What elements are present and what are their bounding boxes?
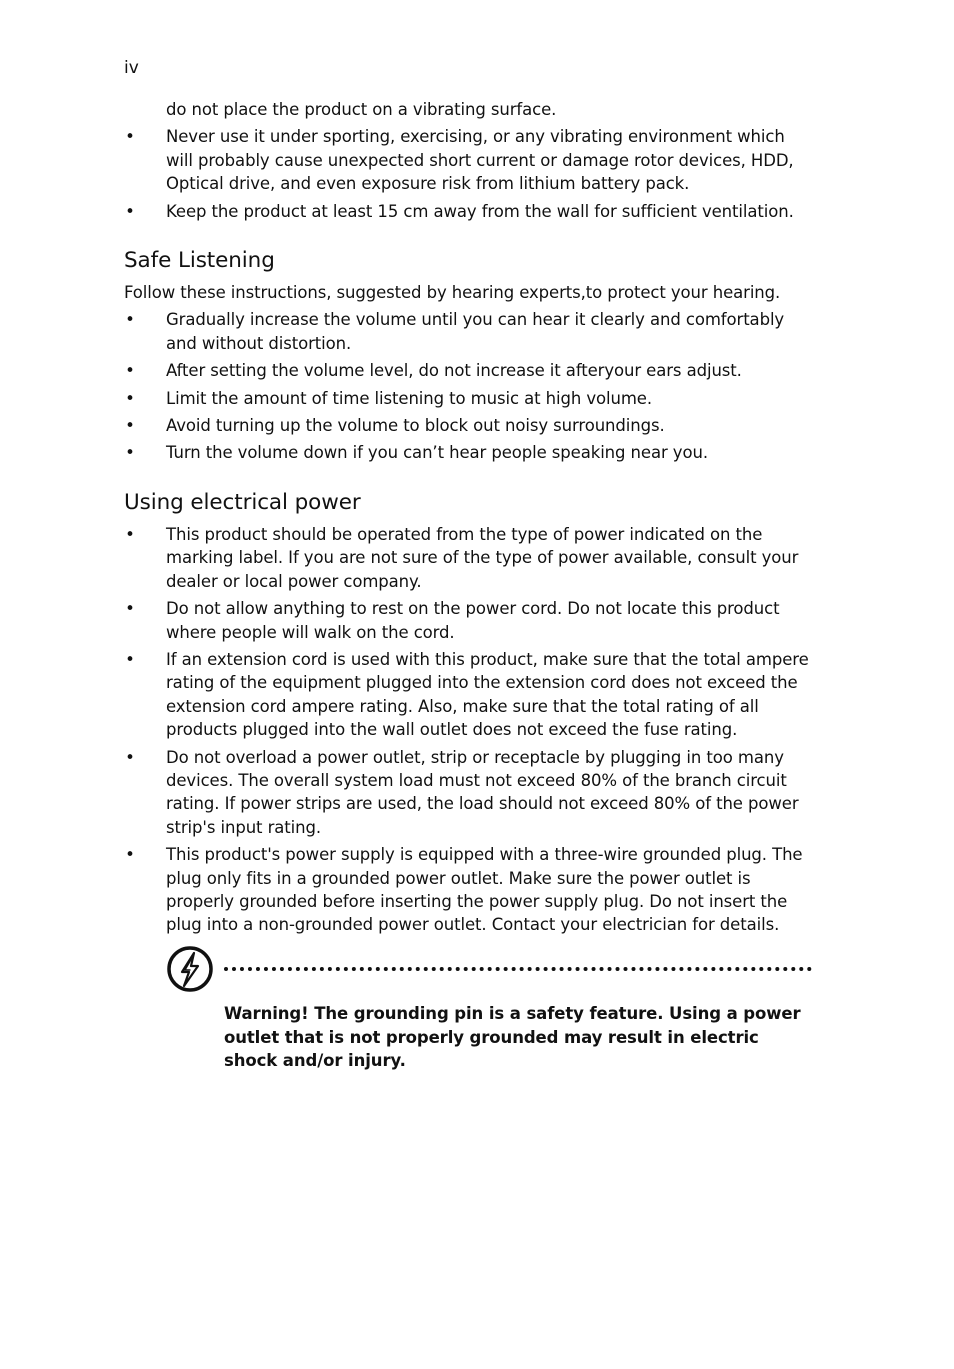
bullet-text: Do not overload a power outlet, strip or receptacle by plugging in too many devices. The overall system load must not exceed 80% of the branch circuit rating. If power strips are used, the load should not exceed 80% of the power strip's input rating. bbox=[166, 747, 799, 837]
bullet-icon: • bbox=[125, 747, 135, 767]
list-item bbox=[124, 597, 814, 644]
intro-bullet-list bbox=[124, 125, 814, 223]
bullet-text: Do not allow anything to rest on the power cord. Do not locate this product where people will walk on the cord. bbox=[166, 599, 780, 642]
list-item bbox=[124, 648, 814, 742]
list-item bbox=[124, 125, 814, 195]
bullet-text: Turn the volume down if you can’t hear people speaking near you. bbox=[166, 443, 708, 463]
bullet-text: This product should be operated from the type of power indicated on the marking label. If you are not sure of the type of power available, consult your dealer or local power company. bbox=[166, 524, 799, 591]
bullet-icon: • bbox=[125, 416, 135, 436]
safe-listening-list bbox=[124, 308, 814, 464]
warning-text: Warning! The grounding pin is a safety feature. Using a power outlet that is not properly grounded may result in electric shock and/or injury. bbox=[224, 1004, 801, 1071]
bullet-icon: • bbox=[125, 127, 135, 147]
bullet-icon: • bbox=[125, 201, 135, 221]
warning-divider bbox=[224, 967, 812, 971]
section-title-safe-listening: Safe Listening bbox=[124, 248, 275, 274]
bullet-icon: • bbox=[125, 845, 135, 865]
list-item bbox=[124, 200, 814, 223]
list-item bbox=[124, 308, 814, 355]
bullet-icon: • bbox=[125, 599, 135, 619]
bullet-text: Gradually increase the volume until you can hear it clearly and comfortably and without distortion. bbox=[166, 310, 785, 353]
bullet-icon: • bbox=[125, 649, 135, 669]
list-item bbox=[124, 387, 814, 410]
list-item bbox=[124, 414, 814, 437]
bullet-text: Never use it under sporting, exercising, or any vibrating environment which will probably cause unexpected short current or damage rotor devices, HDD, Optical drive, and even exposure risk from lithium battery pack. bbox=[166, 127, 794, 194]
bullet-icon: • bbox=[125, 443, 135, 463]
list-item bbox=[124, 523, 814, 593]
electrical-power-list bbox=[124, 523, 814, 937]
continued-text: do not place the product on a vibrating surface. bbox=[166, 100, 557, 119]
bullet-icon: • bbox=[125, 388, 135, 408]
list-item bbox=[124, 441, 814, 464]
bullet-text: After setting the volume level, do not increase it afteryour ears adjust. bbox=[166, 361, 742, 381]
bullet-icon: • bbox=[125, 310, 135, 330]
bullet-text: Avoid turning up the volume to block out noisy surroundings. bbox=[166, 416, 665, 436]
bullet-text: Keep the product at least 15 cm away from the wall for sufficient ventilation. bbox=[166, 201, 794, 221]
bullet-icon: • bbox=[125, 524, 135, 544]
list-item bbox=[124, 746, 814, 840]
list-item bbox=[124, 359, 814, 382]
bullet-icon: • bbox=[125, 361, 135, 381]
bullet-text: This product's power supply is equipped with a three-wire grounded plug. The plug only fits in a grounded power outlet. Make sure the power outlet is properly grounded before inserting the power supply plug. Do not insert the plug into a non-grounded power outlet. Contact your electrician for details. bbox=[166, 845, 803, 935]
page-number: iv bbox=[124, 58, 139, 78]
bullet-text: Limit the amount of time listening to music at high volume. bbox=[166, 388, 653, 408]
safe-listening-intro: Follow these instructions, suggested by hearing experts,to protect your hearing. bbox=[124, 283, 781, 303]
list-item bbox=[124, 843, 814, 937]
lightning-warning-icon bbox=[166, 945, 214, 993]
warning-callout bbox=[166, 945, 814, 1071]
bullet-text: If an extension cord is used with this product, make sure that the total ampere rating of the equipment plugged into the extension cord does not exceed the extension cord ampere rating. Also, make sure that the total rating of all products plugged into the wall outlet does not exceed the fuse rating. bbox=[166, 649, 809, 740]
section-title-electrical-power: Using electrical power bbox=[124, 489, 361, 515]
document-body bbox=[124, 98, 814, 1071]
